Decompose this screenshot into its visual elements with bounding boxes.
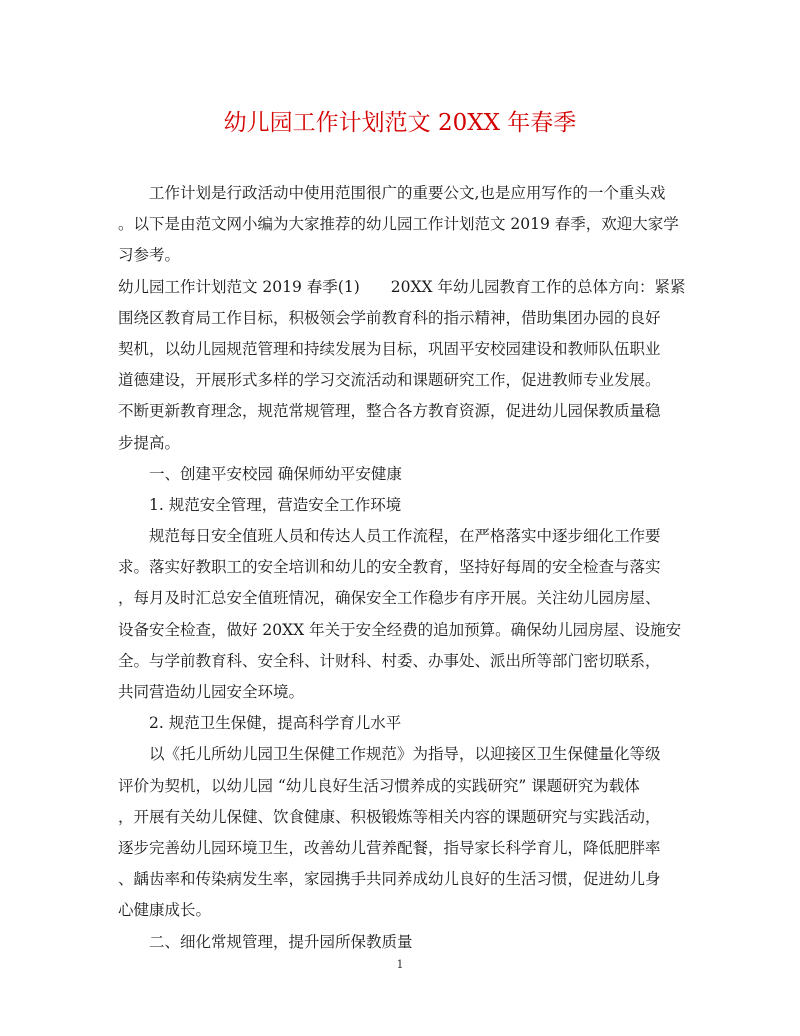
document-title: 幼儿园工作计划范文 20XX 年春季 xyxy=(223,110,577,136)
paragraph-line: 规范每日安全值班人员和传达人员工作流程，在严格落实中逐步细化工作要 xyxy=(149,527,661,546)
paragraph-line: 评价为契机，以幼儿园 “幼儿良好生活习惯养成的实践研究” 课题研究为载体 xyxy=(118,776,640,795)
section-heading: 二、细化常规管理，提升园所保教质量 xyxy=(149,932,413,951)
paragraph-line: 心健康成长。 xyxy=(118,901,212,920)
paragraph-line: 全。与学前教育科、安全科、计财科、村委、办事处、派出所等部门密切联系， xyxy=(118,651,661,670)
page-number: 1 xyxy=(396,958,404,971)
paragraph-line: 工作计划是行政活动中使用范围很广的重要公文,也是应用写作的一个重头戏 xyxy=(149,184,666,202)
paragraph-line: 、龋齿率和传染病发生率，家园携手共同养成幼儿良好的生活习惯，促进幼儿身 xyxy=(118,870,661,889)
subsection-heading: 1. 规范安全管理，营造安全工作环境 xyxy=(149,495,402,514)
paragraph-line: 幼儿园工作计划范文 2019 春季(1) 20XX 年幼儿园教育工作的总体方向：紧紧 xyxy=(118,277,686,296)
paragraph-line: ，开展有关幼儿保健、饮食健康、积极锻炼等相关内容的课题研究与实践活动， xyxy=(118,807,661,826)
paragraph-line: 共同营造幼儿园安全环境。 xyxy=(118,683,305,701)
paragraph-line: 求。落实好教职工的安全培训和幼儿的安全教育，坚持好每周的安全检查与落实 xyxy=(118,558,661,577)
paragraph-line: 不断更新教育理念，规范常规管理，整合各方教育资源，促进幼儿园保教质量稳 xyxy=(118,402,661,421)
paragraph-line: 以《托儿所幼儿园卫生保健工作规范》为指导，以迎接区卫生保健量化等级 xyxy=(149,745,661,764)
paragraph-line: 道德建设，开展形式多样的学习交流活动和课题研究工作，促进教师专业发展。 xyxy=(118,371,661,390)
paragraph-line: 习参考。 xyxy=(118,246,181,265)
paragraph-line: 围绕区教育局工作目标，积极领会学前教育科的指示精神，借助集团办园的良好 xyxy=(118,308,661,327)
document-body xyxy=(118,178,688,958)
paragraph-line: ，每月及时汇总安全值班情况，确保安全工作稳步有序开展。关注幼儿园房屋、 xyxy=(118,589,661,608)
subsection-heading: 2. 规范卫生保健，提高科学育儿水平 xyxy=(149,714,402,733)
paragraph-line: 契机，以幼儿园规范管理和持续发展为目标，巩固平安校园建设和教师队伍职业 xyxy=(118,339,661,358)
paragraph-line: 设备安全检查，做好 20XX 年关于安全经费的追加预算。确保幼儿园房屋、设施安 xyxy=(118,620,682,639)
paragraph-line: 逐步完善幼儿园环境卫生，改善幼儿营养配餐，指导家长科学育儿，降低肥胖率 xyxy=(118,838,661,857)
section-heading: 一、创建平安校园 确保师幼平安健康 xyxy=(149,464,402,483)
paragraph-line: 。以下是由范文网小编为大家推荐的幼儿园工作计划范文 2019 春季，欢迎大家学 xyxy=(118,215,679,234)
paragraph-line: 步提高。 xyxy=(118,433,181,452)
